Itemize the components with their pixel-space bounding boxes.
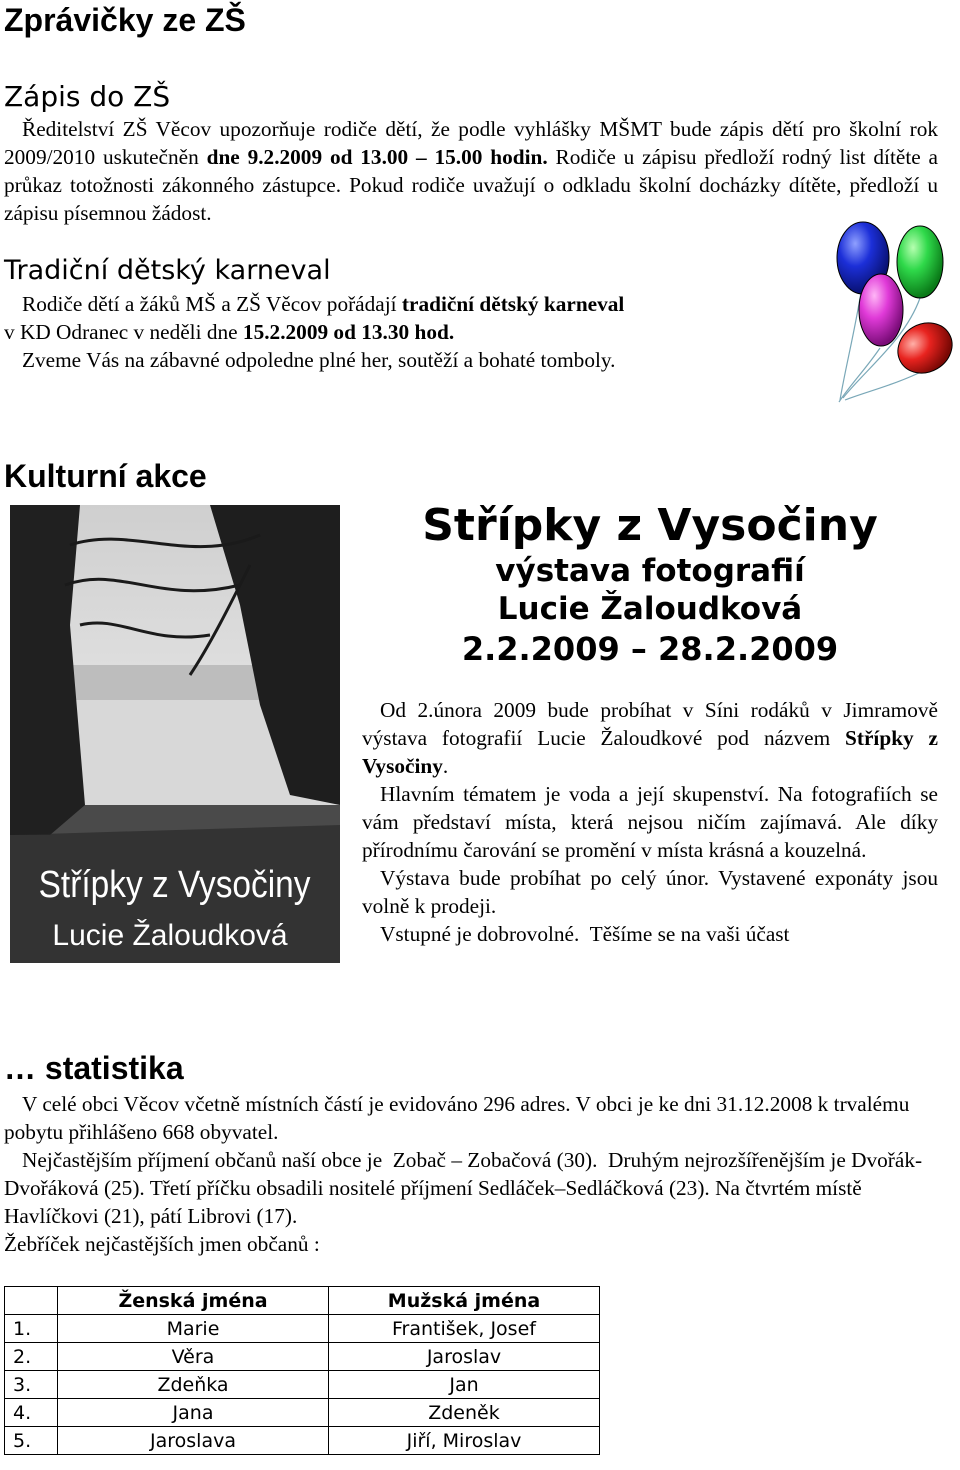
exhibition-subtitle-block bbox=[360, 552, 940, 668]
magenta-balloon bbox=[859, 274, 903, 346]
table-cell: Jaroslava bbox=[58, 1427, 329, 1455]
table-cell: Zdeňka bbox=[58, 1371, 329, 1399]
exhibition-paragraph-2 bbox=[362, 780, 938, 864]
table-header-cell: Mužská jména bbox=[329, 1287, 600, 1315]
karneval-line-1 bbox=[4, 290, 744, 318]
karneval-heading: Tradiční dětský karneval bbox=[4, 255, 331, 286]
page-title: Zprávičky ze ZŠ bbox=[4, 2, 246, 38]
table-cell: 3. bbox=[5, 1371, 58, 1399]
table-row bbox=[5, 1371, 600, 1399]
poster-image bbox=[10, 505, 340, 963]
exhibition-p1-name: Střípky z Vysočiny bbox=[362, 726, 939, 778]
exhibition-paragraph-3 bbox=[362, 864, 938, 920]
exhibition-p1-text: Od 2.února 2009 bude probíhat v Síni rodáků v Jimramově výstava fotografií Lucie Žaloudkové pod názvem bbox=[362, 698, 938, 750]
table-row bbox=[5, 1399, 600, 1427]
statistika-heading: … statistika bbox=[4, 1050, 184, 1086]
statistika-text bbox=[4, 1090, 938, 1258]
exhibition-p3-text: Výstava bude probíhat po celý únor. Vystavené exponáty jsou volně k prodeji. bbox=[362, 866, 938, 918]
table-cell: Jana bbox=[58, 1399, 329, 1427]
statistika-p1-text: V celé obci Věcov včetně místních částí je evidováno 296 adres. V obci je ke dni 31.12.2008 k trvalému pobytu přihlášeno 668 obyvatel. bbox=[4, 1092, 910, 1144]
zapis-heading: Zápis do ZŠ bbox=[4, 80, 171, 113]
karneval-text-1: Rodiče dětí a žáků MŠ a ZŠ Věcov pořádají bbox=[22, 292, 402, 316]
table-cell: 2. bbox=[5, 1343, 58, 1371]
table-row bbox=[5, 1343, 600, 1371]
exhibition-description bbox=[362, 696, 938, 948]
karneval-line-2 bbox=[4, 318, 744, 346]
statistika-p3-text: Žebříček nejčastějších jmen občanů : bbox=[4, 1232, 320, 1256]
zapis-date: dne 9.2.2009 od 13.00 – 15.00 hodin. bbox=[206, 145, 548, 169]
karneval-line-3 bbox=[4, 346, 744, 374]
table-cell: František, Josef bbox=[329, 1315, 600, 1343]
table-header-cell bbox=[5, 1287, 58, 1315]
kultura-heading: Kulturní akce bbox=[4, 458, 207, 494]
names-table bbox=[4, 1286, 600, 1455]
balloons-illustration bbox=[825, 220, 955, 405]
table-cell: Marie bbox=[58, 1315, 329, 1343]
exhibition-title: Střípky z Vysočiny bbox=[422, 500, 878, 551]
table-cell: Zdeněk bbox=[329, 1399, 600, 1427]
table-row bbox=[5, 1427, 600, 1455]
table-cell: Jaroslav bbox=[329, 1343, 600, 1371]
exhibition-paragraph-4 bbox=[362, 920, 938, 948]
statistika-paragraph-1 bbox=[4, 1090, 938, 1146]
zapis-paragraph bbox=[4, 115, 938, 227]
green-balloon bbox=[897, 226, 943, 298]
karneval-paragraph bbox=[4, 290, 744, 374]
poster-title: Střípky z Vysočiny bbox=[38, 863, 311, 906]
zapis-text-1: Ředitelství ZŠ Věcov upozorňuje rodiče dětí, že podle vyhlášky MŠMT bude zápis dětí pro školní rok 2009/2010 uskutečněn bbox=[4, 117, 938, 169]
poster-author: Lucie Žaloudková bbox=[52, 919, 288, 952]
table-header-row bbox=[5, 1287, 600, 1315]
karneval-text-2: v KD Odranec v neděli dne bbox=[4, 320, 243, 344]
table-cell: 1. bbox=[5, 1315, 58, 1343]
table-cell: Věra bbox=[58, 1343, 329, 1371]
exhibition-p1-end: . bbox=[442, 754, 449, 778]
exhibition-author: Lucie Žaloudková bbox=[497, 591, 803, 627]
statistika-p2-text: Nejčastějším příjmení občanů naší obce je Zobač – Zobačová (30). Druhým nejrozšířenějším je Dvořák-Dvořáková (25). Třetí příčku obsadili nositelé příjmení Sedláček–Sedláčková (23). Na čtvrtém místě Havlíčkovi (21), pátí Librovi (17). bbox=[4, 1148, 923, 1228]
exhibition-poster-photo bbox=[10, 505, 340, 963]
table-cell: 5. bbox=[5, 1427, 58, 1455]
table-header-cell: Ženská jména bbox=[58, 1287, 329, 1315]
exhibition-p4-text: Vstupné je dobrovolné. Těšíme se na vaši účast bbox=[380, 922, 790, 946]
exhibition-p2-text: Hlavním tématem je voda a její skupenství. Na fotografiích se vám představí místa, která nejsou ničím zajímavá. Ale díky přírodnímu čarování se promění v místa krásná a kouzelná. bbox=[362, 782, 938, 862]
table-cell: Jiří, Miroslav bbox=[329, 1427, 600, 1455]
exhibition-subtitle: výstava fotografií bbox=[495, 553, 805, 589]
karneval-text-4: Zveme Vás na zábavné odpoledne plné her, soutěží a bohaté tomboly. bbox=[22, 348, 616, 372]
statistika-paragraph-2 bbox=[4, 1146, 938, 1230]
table-cell: Jan bbox=[329, 1371, 600, 1399]
exhibition-dates: 2.2.2009 – 28.2.2009 bbox=[461, 630, 839, 668]
table-cell: 4. bbox=[5, 1399, 58, 1427]
statistika-paragraph-3 bbox=[4, 1230, 938, 1258]
karneval-period: . bbox=[448, 320, 455, 344]
exhibition-paragraph-1 bbox=[362, 696, 938, 780]
zapis-text-2: Rodiče u zápisu předloží rodný list dítěte a průkaz totožnosti zákonného zástupce. Pokud rodiče uvažují o odkladu školní docházky dítěte, předloží u zápisu písemnou žádost. bbox=[4, 145, 939, 225]
karneval-event: tradiční dětský karneval bbox=[401, 292, 625, 316]
table-row bbox=[5, 1315, 600, 1343]
karneval-date: 15.2.2009 od 13.30 hod bbox=[242, 320, 449, 344]
